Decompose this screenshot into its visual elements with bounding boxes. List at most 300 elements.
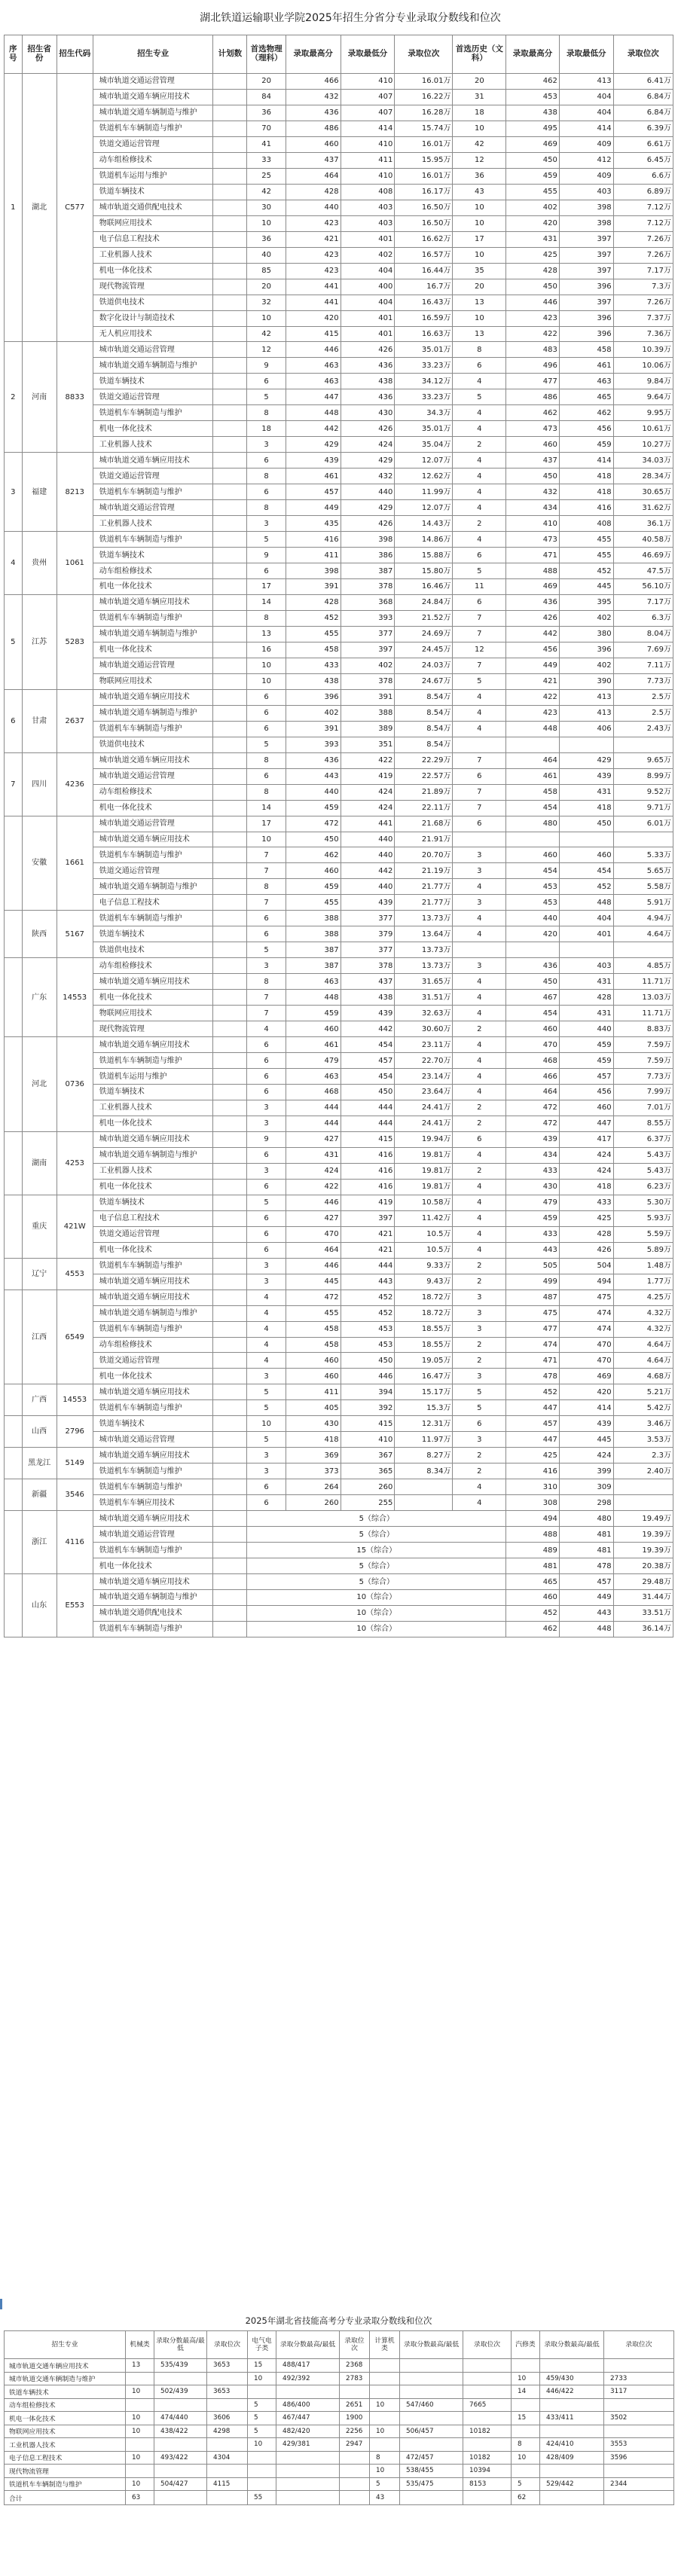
history-min-score: 401 [559, 926, 613, 942]
plan-count [213, 658, 247, 673]
physics-rank: 21.77万 [395, 879, 453, 895]
history-min-score: 309 [559, 1479, 613, 1495]
sub-cell: 10 [370, 2465, 400, 2478]
history-plan: 43 [453, 184, 506, 200]
history-min-score: 431 [559, 974, 613, 990]
major-name: 铁道车辆技术 [93, 374, 213, 389]
plan-count [213, 105, 247, 121]
physics-min-score: 450 [341, 1353, 395, 1369]
sub-cell: 4115 [207, 2477, 248, 2491]
history-rank: 7.11万 [613, 658, 673, 673]
physics-plan: 5 [247, 1384, 286, 1400]
physics-max-score: 435 [286, 516, 341, 532]
history-min-score: 408 [559, 516, 613, 532]
history-max-score: 450 [506, 279, 560, 295]
province-cell: 甘肃 [22, 689, 56, 752]
physics-plan: 8 [247, 752, 286, 768]
major-name: 铁道交通运营管理 [93, 469, 213, 484]
sub-column-header: 录取分数最高/最低 [540, 2331, 604, 2359]
physics-plan: 3 [247, 1463, 286, 1479]
enroll-code-cell: 3546 [56, 1479, 93, 1511]
history-plan: 20 [453, 279, 506, 295]
history-rank: 7.26万 [613, 231, 673, 247]
major-name: 机电一体化技术 [93, 1242, 213, 1258]
enroll-code-cell: 421W [56, 1195, 93, 1258]
physics-plan: 9 [247, 1131, 286, 1147]
plan-count [213, 1369, 247, 1384]
rank: 20.38万 [613, 1558, 673, 1574]
physics-min-score: 452 [341, 1290, 395, 1305]
row-number [5, 1037, 23, 1132]
major-name: 铁道交通运营管理 [93, 1353, 213, 1369]
row-number [5, 911, 23, 958]
sub-cell: 2783 [340, 2372, 370, 2385]
history-plan: 4 [453, 911, 506, 926]
province-cell: 江西 [22, 1290, 56, 1384]
major-name: 铁道机车运用与维护 [93, 1069, 213, 1085]
physics-plan: 8 [247, 784, 286, 800]
sub-cell [340, 2385, 370, 2399]
history-min-score: 396 [559, 279, 613, 295]
history-plan: 4 [453, 1037, 506, 1053]
table-row [5, 1353, 673, 1369]
history-min-score: 414 [559, 453, 613, 469]
physics-rank: 10.58万 [395, 1195, 453, 1210]
history-rank: 5.65万 [613, 863, 673, 879]
table-row [5, 184, 673, 200]
physics-max-score: 264 [286, 1479, 341, 1495]
history-plan [453, 942, 506, 958]
history-plan: 4 [453, 705, 506, 721]
physics-min-score: 438 [341, 374, 395, 389]
major-name: 工业机器人技术 [93, 516, 213, 532]
physics-plan: 3 [247, 1369, 286, 1384]
physics-max-score: 486 [286, 121, 341, 136]
enroll-code-cell: 4253 [56, 1131, 93, 1195]
physics-rank: 16.7万 [395, 279, 453, 295]
physics-min-score: 416 [341, 1179, 395, 1195]
table-row [5, 1163, 673, 1179]
plan-count [213, 200, 247, 215]
column-header: 录取最低分 [341, 35, 395, 74]
physics-max-score: 461 [286, 469, 341, 484]
physics-min-score: 444 [341, 1258, 395, 1274]
physics-rank: 21.52万 [395, 610, 453, 626]
history-rank: 5.91万 [613, 895, 673, 911]
physics-rank: 8.27万 [395, 1448, 453, 1463]
history-rank: 5.93万 [613, 1210, 673, 1226]
plan-count [213, 642, 247, 658]
table-row [5, 895, 673, 911]
history-plan: 7 [453, 658, 506, 673]
sub-cell: 10 [126, 2412, 154, 2425]
history-min-score: 474 [559, 1321, 613, 1337]
physics-min-score: 432 [341, 469, 395, 484]
table-row [5, 168, 673, 184]
major-name: 铁道机车车辆制造与维护 [93, 1463, 213, 1479]
major-name: 铁道供电技术 [93, 737, 213, 752]
physics-plan: 4 [247, 1290, 286, 1305]
major-name: 物联网应用技术 [93, 673, 213, 689]
enroll-code-cell: 1061 [56, 532, 93, 595]
history-min-score: 433 [559, 1195, 613, 1210]
sub-cell: 488/417 [276, 2359, 340, 2373]
sub-cell [370, 2412, 400, 2425]
province-cell: 黑龙江 [22, 1448, 56, 1479]
plan-count [213, 594, 247, 610]
history-rank: 9.71万 [613, 800, 673, 816]
physics-max-score: 464 [286, 1242, 341, 1258]
history-min-score: 454 [559, 863, 613, 879]
history-plan: 2 [453, 1163, 506, 1179]
history-rank: 2.40万 [613, 1463, 673, 1479]
min-score: 457 [559, 1574, 613, 1590]
history-rank: 6.23万 [613, 1179, 673, 1195]
major-name: 铁道机车车辆制造与维护 [93, 847, 213, 863]
history-min-score: 420 [559, 1384, 613, 1400]
physics-plan: 6 [247, 374, 286, 389]
history-rank: 2.43万 [613, 721, 673, 737]
physics-plan: 3 [247, 1448, 286, 1463]
sub-cell: 529/442 [540, 2477, 604, 2491]
physics-max-score: 472 [286, 816, 341, 832]
sub-cell [276, 2465, 340, 2478]
physics-min-score: 422 [341, 752, 395, 768]
history-plan: 6 [453, 548, 506, 563]
physics-min-score: 436 [341, 389, 395, 405]
physics-min-score: 391 [341, 689, 395, 705]
physics-max-score: 450 [286, 832, 341, 847]
plan-count [213, 1226, 247, 1242]
history-min-score: 452 [559, 563, 613, 579]
history-min-score [559, 737, 613, 752]
major-name: 铁道机车运用与维护 [93, 168, 213, 184]
history-plan: 5 [453, 563, 506, 579]
plan-count [213, 279, 247, 295]
history-min-score: 413 [559, 705, 613, 721]
history-max-score: 423 [506, 310, 560, 326]
physics-rank: 14.43万 [395, 516, 453, 532]
sub-cell: 433/411 [540, 2412, 604, 2425]
plan-count [213, 1147, 247, 1163]
sub-cell [604, 2465, 674, 2478]
plan-count [213, 1069, 247, 1085]
sub-cell [276, 2451, 340, 2465]
physics-min-score: 408 [341, 184, 395, 200]
physics-max-score: 446 [286, 1258, 341, 1274]
sub-cell: 1900 [340, 2412, 370, 2425]
history-max-score: 422 [506, 326, 560, 342]
physics-rank: 18.55万 [395, 1321, 453, 1337]
row-number: 2 [5, 342, 23, 453]
sub-column-header: 录取位次 [207, 2331, 248, 2359]
history-max-score: 488 [506, 563, 560, 579]
major-name: 城市轨道交通供配电技术 [93, 1605, 213, 1621]
history-rank: 5.42万 [613, 1400, 673, 1416]
table-row [5, 879, 673, 895]
physics-min-score: 367 [341, 1448, 395, 1463]
history-plan: 4 [453, 421, 506, 437]
physics-min-score: 255 [341, 1495, 395, 1511]
table-row [5, 658, 673, 673]
physics-plan: 18 [247, 421, 286, 437]
table-row [5, 532, 673, 548]
enroll-code-cell: C577 [56, 74, 93, 342]
physics-plan: 36 [247, 105, 286, 121]
physics-rank: 12.07万 [395, 500, 453, 516]
plan-count [213, 263, 247, 279]
history-min-score: 426 [559, 1242, 613, 1258]
plan-count [213, 784, 247, 800]
plan-count [213, 342, 247, 358]
physics-min-score: 429 [341, 500, 395, 516]
sub-column-header: 录取位次 [463, 2331, 512, 2359]
enroll-code-cell: 0736 [56, 1037, 93, 1132]
major-name: 动车组检修技术 [93, 152, 213, 168]
history-plan: 4 [453, 689, 506, 705]
history-rank: 3.53万 [613, 1432, 673, 1448]
history-min-score: 459 [559, 1037, 613, 1053]
plan-count [213, 421, 247, 437]
physics-min-score: 419 [341, 1195, 395, 1210]
history-min-score: 418 [559, 800, 613, 816]
major-name: 铁道车辆技术 [93, 1416, 213, 1432]
history-min-score: 298 [559, 1495, 613, 1511]
history-plan: 4 [453, 1006, 506, 1021]
history-rank: 7.73万 [613, 673, 673, 689]
major-name: 铁道机车车辆制造与维护 [93, 1543, 213, 1558]
physics-plan: 6 [247, 1053, 286, 1069]
physics-max-score: 461 [286, 1037, 341, 1053]
sub-cell: 10 [512, 2372, 540, 2385]
table-row [5, 863, 673, 879]
sub-cell [207, 2438, 248, 2452]
physics-max-score: 479 [286, 1053, 341, 1069]
history-min-score: 397 [559, 247, 613, 263]
major-name: 工业机器人技术 [93, 1163, 213, 1179]
physics-rank: 24.67万 [395, 673, 453, 689]
history-max-score: 310 [506, 1479, 560, 1495]
physics-plan: 13 [247, 626, 286, 642]
physics-max-score: 387 [286, 958, 341, 974]
history-rank: 8.83万 [613, 1021, 673, 1037]
major-name: 铁道机车车辆应用技术 [93, 1495, 213, 1511]
physics-max-score: 393 [286, 737, 341, 752]
major-name: 动车组检修技术 [93, 563, 213, 579]
physics-min-score: 407 [341, 89, 395, 105]
physics-max-score: 423 [286, 247, 341, 263]
physics-rank: 22.11万 [395, 800, 453, 816]
physics-rank: 12.31万 [395, 1416, 453, 1432]
history-min-score: 461 [559, 358, 613, 374]
sub-cell: 3596 [604, 2451, 674, 2465]
table-row [5, 1069, 673, 1085]
sub-cell [370, 2359, 400, 2373]
total-cell [340, 2491, 370, 2505]
history-plan: 7 [453, 610, 506, 626]
history-plan: 3 [453, 895, 506, 911]
plan-count [213, 89, 247, 105]
table-row [5, 1116, 673, 1131]
table-row [5, 121, 673, 136]
history-plan: 4 [453, 484, 506, 500]
plan-count [213, 1053, 247, 1069]
plan-count [213, 911, 247, 926]
table-row [5, 279, 673, 295]
physics-rank: 24.41万 [395, 1100, 453, 1116]
physics-rank: 15.88万 [395, 548, 453, 563]
history-max-score: 426 [506, 610, 560, 626]
physics-rank: 12.07万 [395, 453, 453, 469]
physics-rank: 16.01万 [395, 168, 453, 184]
history-rank: 6.37万 [613, 1131, 673, 1147]
history-min-score: 396 [559, 326, 613, 342]
physics-plan: 40 [247, 247, 286, 263]
sub-cell [463, 2438, 512, 2452]
history-min-score: 399 [559, 1463, 613, 1479]
history-plan [453, 832, 506, 847]
physics-max-score: 260 [286, 1495, 341, 1511]
sub-cell [604, 2359, 674, 2373]
history-rank: 5.58万 [613, 879, 673, 895]
table-row [5, 310, 673, 326]
sub-cell: 5 [370, 2477, 400, 2491]
physics-plan: 6 [247, 1037, 286, 1053]
major-name: 机电一体化技术 [93, 263, 213, 279]
history-max-score: 425 [506, 1448, 560, 1463]
province-cell: 河南 [22, 342, 56, 453]
enroll-code-cell: 2796 [56, 1416, 93, 1448]
enroll-code-cell: 5167 [56, 911, 93, 958]
history-min-score: 459 [559, 1053, 613, 1069]
major-name: 城市轨道交通车辆应用技术 [93, 1131, 213, 1147]
major-name: 城市轨道交通运营管理 [93, 768, 213, 784]
comprehensive-plan: 10（综合） [247, 1590, 506, 1606]
physics-rank: 19.81万 [395, 1147, 453, 1163]
physics-max-score: 441 [286, 279, 341, 295]
history-min-score: 439 [559, 768, 613, 784]
sub-cell: 10 [126, 2425, 154, 2438]
history-max-score: 450 [506, 974, 560, 990]
physics-plan: 7 [247, 1006, 286, 1021]
sub-cell [512, 2398, 540, 2412]
history-max-score [506, 737, 560, 752]
history-max-score: 447 [506, 1432, 560, 1448]
physics-rank: 22.57万 [395, 768, 453, 784]
major-name: 工业机器人技术 [93, 247, 213, 263]
plan-count [213, 974, 247, 990]
history-plan: 4 [453, 1195, 506, 1210]
table-row [5, 1511, 673, 1527]
column-header: 录取最低分 [559, 35, 613, 74]
plan-count [213, 136, 247, 152]
table-row [5, 389, 673, 405]
physics-min-score: 410 [341, 1432, 395, 1448]
history-max-score: 472 [506, 1116, 560, 1131]
plan-count [213, 926, 247, 942]
history-max-score: 486 [506, 389, 560, 405]
plan-count [213, 1116, 247, 1131]
table-row [5, 1100, 673, 1116]
physics-plan: 6 [247, 1085, 286, 1100]
physics-rank: 10.5万 [395, 1226, 453, 1242]
major-name: 机电一体化技术 [93, 421, 213, 437]
physics-min-score: 452 [341, 1305, 395, 1321]
history-rank: 6.84万 [613, 89, 673, 105]
history-min-score: 414 [559, 1400, 613, 1416]
table-row [5, 1290, 673, 1305]
plan-count [213, 548, 247, 563]
physics-min-score: 424 [341, 784, 395, 800]
plan-count [213, 1448, 247, 1463]
table-row [5, 74, 673, 90]
history-rank: 5.30万 [613, 1195, 673, 1210]
max-score: 460 [506, 1590, 560, 1606]
total-cell: 63 [126, 2491, 154, 2505]
physics-max-score: 369 [286, 1448, 341, 1463]
major-name: 城市轨道交通车辆制造与维护 [93, 705, 213, 721]
sub-cell: 10 [248, 2372, 276, 2385]
major-name: 铁道机车车辆制造与维护 [93, 911, 213, 926]
physics-rank: 19.94万 [395, 1131, 453, 1147]
physics-min-score: 398 [341, 532, 395, 548]
history-plan: 10 [453, 121, 506, 136]
history-plan: 6 [453, 594, 506, 610]
sub-table-row [5, 2359, 674, 2373]
physics-max-score: 439 [286, 453, 341, 469]
history-plan: 2 [453, 1116, 506, 1131]
plan-count [213, 1337, 247, 1353]
sub-cell: 10182 [463, 2425, 512, 2438]
sub-cell [126, 2465, 154, 2478]
physics-plan: 8 [247, 469, 286, 484]
history-max-score: 462 [506, 405, 560, 421]
physics-plan: 3 [247, 437, 286, 453]
physics-plan: 3 [247, 1274, 286, 1290]
physics-max-score: 420 [286, 310, 341, 326]
physics-rank: 11.99万 [395, 484, 453, 500]
history-plan: 3 [453, 847, 506, 863]
history-max-score: 478 [506, 1369, 560, 1384]
physics-plan: 4 [247, 1321, 286, 1337]
sub-cell: 502/439 [154, 2385, 207, 2399]
history-max-score: 446 [506, 295, 560, 310]
major-name: 机电一体化技术 [93, 990, 213, 1006]
table-row [5, 1085, 673, 1100]
table-row [5, 215, 673, 231]
physics-plan: 10 [247, 658, 286, 673]
major-name: 城市轨道交通车辆应用技术 [93, 1274, 213, 1290]
physics-min-score: 437 [341, 974, 395, 990]
plan-count [213, 1006, 247, 1021]
province-cell: 河北 [22, 1037, 56, 1132]
sub-cell [512, 2465, 540, 2478]
sub-table-row [5, 2385, 674, 2399]
physics-min-score: 404 [341, 295, 395, 310]
sub-cell: 506/457 [400, 2425, 463, 2438]
physics-max-score: 470 [286, 1226, 341, 1242]
sub-cell: 14 [512, 2385, 540, 2399]
physics-min-score: 389 [341, 721, 395, 737]
physics-max-score: 388 [286, 926, 341, 942]
physics-min-score: 443 [341, 1274, 395, 1290]
sub-column-header: 录取分数最高/最低 [276, 2331, 340, 2359]
history-min-score: 397 [559, 231, 613, 247]
sub-cell [512, 2359, 540, 2373]
plan-count [213, 990, 247, 1006]
history-plan: 4 [453, 405, 506, 421]
sub-column-header: 录取位次 [340, 2331, 370, 2359]
